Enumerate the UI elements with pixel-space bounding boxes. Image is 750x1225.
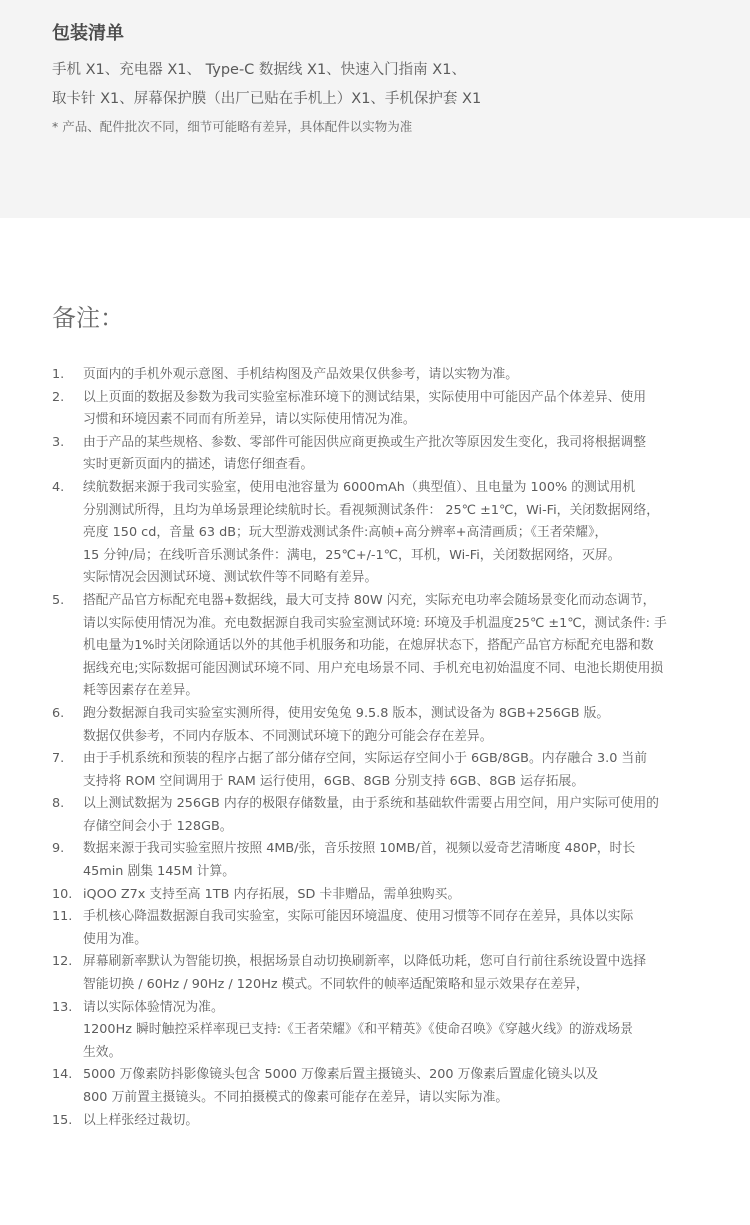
- remark-text-line: iQOO Z7x 支持至高 1TB 内存拓展，SD 卡非赠品，需单独购买。: [83, 886, 461, 902]
- remark-item-1: [52, 364, 732, 387]
- remark-number: 12.: [52, 954, 73, 970]
- remark-number: 2.: [52, 389, 65, 405]
- remark-text-line: 亮度 150 cd，音量 63 dB；玩大型游戏测试条件:高帧+高分辨率+高清画质；《王者荣耀》，: [83, 525, 608, 541]
- packing-list-disclaimer: * 产品、配件批次不同，细节可能略有差异，具体配件以实物为准: [52, 119, 413, 134]
- remark-text-line: 习惯和环境因素不同而有所差异，请以实际使用情况为准。: [83, 412, 416, 428]
- remark-number: 11.: [52, 909, 73, 925]
- remark-text-line: 支持将 ROM 空间调用于 RAM 运行使用，6GB、8GB 分别支持 6GB、8GB 运存拓展。: [83, 773, 585, 789]
- remark-text-line: 15 分钟/局；在线听音乐测试条件：满电，25℃+/-1℃，耳机，Wi-Fi，关闭数据网络，灭屏。: [83, 547, 621, 563]
- remark-number: 6.: [52, 705, 65, 721]
- remark-text-line: 由于产品的某些规格、参数、零部件可能因供应商更换或生产批次等原因发生变化，我司将根据调整: [83, 434, 647, 450]
- remark-number: 3.: [52, 434, 65, 450]
- remark-text-line: 数据仅供参考，不同内存版本、不同测试环境下的跑分可能会存在差异。: [83, 728, 493, 744]
- packing-list-title: 包装清单: [52, 23, 124, 44]
- remark-item-3: [52, 432, 732, 477]
- remark-item-12: [52, 951, 732, 996]
- remark-text-line: 1200Hz 瞬时触控采样率现已支持:《王者荣耀》《和平精英》《使命召唤》《穿越火线》的游戏场景: [83, 1022, 633, 1038]
- remark-item-13: [52, 997, 732, 1065]
- remarks-list: [52, 364, 732, 1132]
- remark-text-line: 以上测试数据为 256GB 内存的极限存储数量，由于系统和基础软件需要占用空间，用户实际可使用的: [83, 796, 659, 812]
- remark-item-2: [52, 387, 732, 432]
- remark-text-line: 实时更新页面内的描述，请您仔细查看。: [83, 457, 314, 473]
- remark-number: 4.: [52, 479, 65, 495]
- remark-number: 14.: [52, 1067, 73, 1083]
- remark-text-line: 页面内的手机外观示意图、手机结构图及产品效果仅供参考，请以实物为准。: [83, 367, 519, 382]
- remark-number: 5.: [52, 592, 65, 608]
- remark-number: 10.: [52, 886, 73, 902]
- remark-text-line: 实际情况会因测试环境、测试软件等不同略有差异。: [83, 570, 378, 586]
- remark-text-line: 生效。: [83, 1044, 122, 1060]
- remark-item-6: [52, 703, 732, 748]
- remark-text-line: 搭配产品官方标配充电器+数据线，最大可支持 80W 闪充，实际充电功率会随场景变化而动态调节，: [83, 592, 656, 608]
- remark-text-line: 机电量为1%时关闭除通话以外的其他手机服务和功能，在熄屏状态下，搭配产品官方标配充电器和数: [83, 638, 654, 654]
- remark-text-line: 手机核心降温数据源自我司实验室，实际可能因环境温度、使用习惯等不同存在差异，具体以实际: [83, 909, 634, 925]
- remark-text-line: 续航数据来源于我司实验室，使用电池容量为 6000mAh（典型值）、且电量为 100% 的测试用机: [83, 479, 636, 495]
- remark-item-7: [52, 748, 732, 793]
- remark-item-10: [52, 884, 732, 907]
- remark-item-9: [52, 838, 732, 883]
- remark-text-line: 耗等因素存在差异。: [83, 683, 199, 699]
- remark-text-line: 数据来源于我司实验室照片按照 4MB/张，音乐按照 10MB/首，视频以爱奇艺清晰度 480P，时长: [83, 841, 636, 857]
- remark-text-line: 智能切换 / 60Hz / 90Hz / 120Hz 模式。不同软件的帧率适配策略和显示效果存在差异，: [83, 977, 589, 993]
- remark-item-8: [52, 793, 732, 838]
- remark-text-line: 存储空间会小于 128GB。: [83, 818, 233, 834]
- packing-list-section: [0, 0, 750, 218]
- remark-item-5: [52, 590, 732, 703]
- remark-text-line: 以上样张经过裁切。: [83, 1112, 199, 1128]
- remark-number: 9.: [52, 841, 65, 857]
- remark-item-11: [52, 906, 732, 951]
- remark-number: 1.: [52, 367, 65, 382]
- remark-text-line: 5000 万像素防抖影像镜头包含 5000 万像素后置主摄镜头、200 万像素后置虚化镜头以及: [83, 1067, 599, 1083]
- remark-item-14: [52, 1064, 732, 1109]
- remark-text-line: 据线充电;实际数据可能因测试环境不同、用户充电场景不同、手机充电初始温度不同、电池长期使用损: [83, 660, 664, 676]
- remark-text-line: 请以实际体验情况为准。: [83, 999, 224, 1015]
- remark-item-4: [52, 477, 732, 590]
- remark-text-line: 由于手机系统和预装的程序占据了部分储存空间，实际运存空间小于 6GB/8GB。内存融合 3.0 当前: [83, 751, 648, 767]
- remark-item-15: [52, 1110, 732, 1133]
- remark-number: 15.: [52, 1112, 73, 1128]
- remark-number: 8.: [52, 796, 65, 812]
- remark-text-line: 跑分数据源自我司实验室实测所得，使用安兔兔 9.5.8 版本，测试设备为 8GB+256GB 版。: [83, 705, 610, 721]
- remark-text-line: 800 万前置主摄镜头。不同拍摄模式的像素可能存在差异，请以实际为准。: [83, 1090, 509, 1105]
- packing-list-line-1: 手机 X1、充电器 X1、 Type-C 数据线 X1、快速入门指南 X1、: [52, 62, 466, 78]
- remark-number: 13.: [52, 999, 73, 1015]
- remark-text-line: 请以实际使用情况为准。充电数据源自我司实验室测试环境: 环境及手机温度25℃ ±1℃，测试条件: 手: [83, 615, 667, 631]
- remark-text-line: 屏幕刷新率默认为智能切换，根据场景自动切换刷新率，以降低功耗，您可自行前往系统设置中选择: [83, 954, 647, 970]
- remark-text-line: 以上页面的数据及参数为我司实验室标准环境下的测试结果，实际使用中可能因产品个体差异、使用: [83, 389, 647, 405]
- packing-list-line-2: 取卡针 X1、屏幕保护膜（出厂已贴在手机上）X1、手机保护套 X1: [52, 91, 482, 107]
- remark-number: 7.: [52, 751, 65, 767]
- remark-text-line: 分别测试所得，且均为单场景理论续航时长。看视频测试条件： 25℃ ±1℃，Wi-Fi，关闭数据网络，: [83, 502, 660, 518]
- remark-text-line: 45min 剧集 145M 计算。: [83, 864, 236, 880]
- remark-text-line: 使用为准。: [83, 931, 147, 947]
- remarks-title: 备注：: [52, 304, 124, 332]
